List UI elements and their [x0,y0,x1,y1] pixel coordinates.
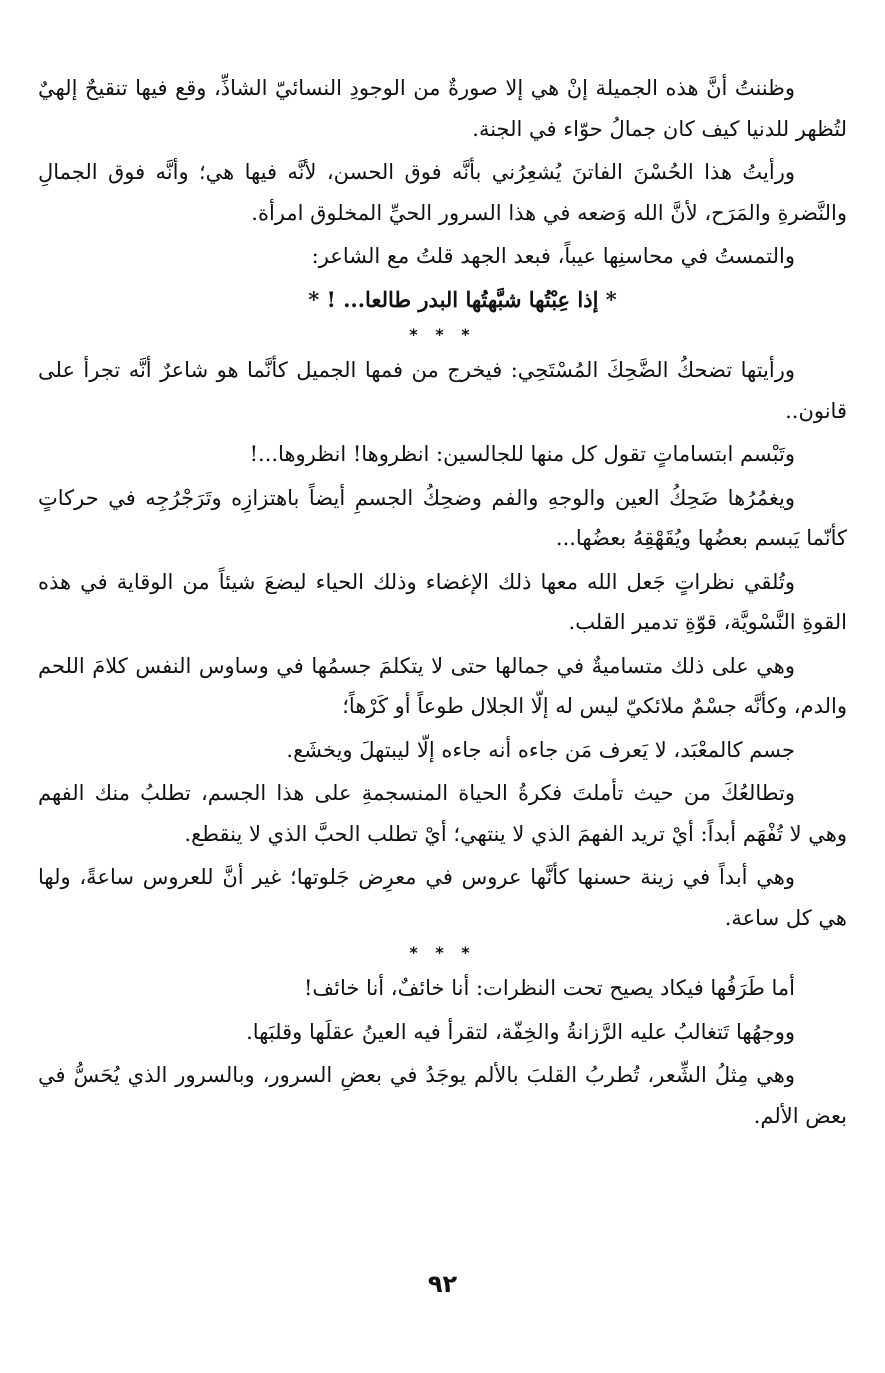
verse-line: * إذا عِبْتُها شبَّهتُها البدر طالعا... ! * [308,286,617,312]
paragraph: وظننتُ أنَّ هذه الجميلة إنْ هي إلا صورةٌ من الوجودِ النسائيّ الشاذِّ، وقع فيها تنقيحٌ إلهيٌ لتُظهر للدنيا كيف كان جمالُ حوّاء في الجنة. [38,76,847,141]
paragraph: وتَبْسم ابتساماتٍ تقول كل منها للجالسين: انظروها! انظروها...! [249,442,795,466]
page-number: ٩٢ [427,1270,458,1298]
paragraph: والتمستُ في محاسنِها عيباً، فبعد الجهد قلتُ مع الشاعر: [311,244,795,268]
paragraph: وهي أبداً في زينة حسنها كأنَّها عروس في معرِض جَلوتها؛ غير أنَّ للعروس ساعةً، ولها هي كل ساعة. [38,865,847,930]
paragraph: وهي مِثلُ الشِّعر، تُطربُ القلبَ بالألم يوجَدُ في بعضِ السرور، وبالسرور الذي يُحَسُّ في بعض الألم. [38,1063,847,1128]
paragraph: ويغمُرُها ضَحِكُ العين والوجهِ والفم وضحِكُ الجسمِ أيضاً باهتزازِه وتَرَجْرُجِه في حركاتٍ كأنّما يَبسم بعضُها ويُقَهْقِهُ بعضُها... [38,485,847,550]
paragraph: ووجهُها تَتغالبُ عليه الرَّزانةُ والخِفّة، لتقرأ فيه العينُ عقلَها وقلبَها. [246,1019,795,1044]
paragraph: وهي على ذلك متساميةٌ في جمالها حتى لا يتكلمَ جسمُها في وساوس النفس كلامَ اللحم والدم، وكأنَّه جسْمٌ ملائكيّ ليس له إلّا الجلال طوعاً أو كَرْهاً؛ [38,653,847,718]
section-separator: * * * [409,325,476,344]
paragraph: جسم كالمعْبَد، لا يَعرف مَن جاءه أنه جاءه إلّا ليبتهلَ ويخشَع. [286,737,795,762]
paragraph: ورأيتها تضحكُ الضَّحِكَ المُسْتَحِي: فيخرج من فمها الجميل كأنَّما هو شاعرٌ أنَّه تجرأ على قانون.. [38,358,847,423]
paragraph: أما طَرَفُها فيكاد يصيح تحت النظرات: أنا خائفٌ، أنا خائف! [303,976,795,1000]
section-separator: * * * [409,943,476,962]
text-block [38,68,847,1136]
paragraph: وتُلقي نظراتٍ جَعل الله معها ذلك الإغضاء وذلك الحياء ليضعَ شيئاً من الوقاية في هذه القوةِ النَّسْويَّة، قوّةِ تدمير القلب. [38,569,847,634]
paragraph: ورأيتُ هذا الحُسْنَ الفاتنَ يُشعِرُني بأنَّه فوق الحسن، لأنَّه فيها هي؛ وأنَّه فوق الجمالِ والنَّضرةِ والمَرَح، لأنَّ الله وَضعه في هذا السرور الحيِّ المخلوق امرأة. [38,160,847,225]
paragraph: وتطالعُكَ من حيث تأملتَ فكرةُ الحياة المنسجمةِ على هذا الجسم، تطلبُ منك الفهم وهي لا تُفْهَم أبداً: أيْ تريد الفهمَ الذي لا ينتهي؛ أيْ تطلب الحبَّ الذي لا ينقطع. [38,781,847,846]
